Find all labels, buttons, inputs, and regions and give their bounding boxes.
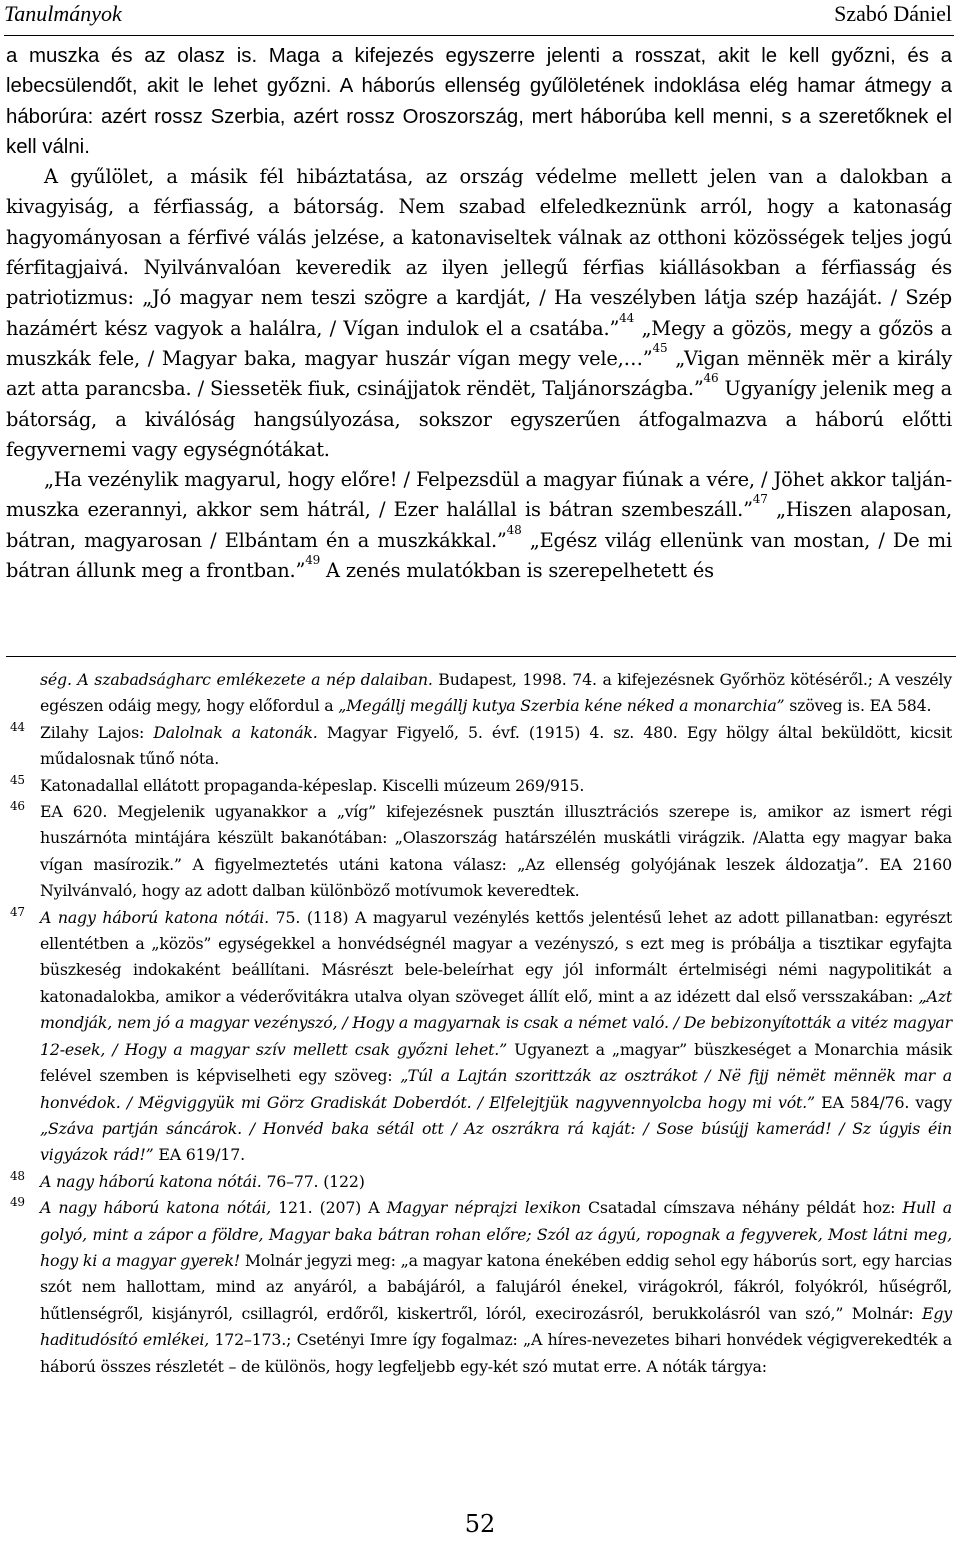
- paragraph-2-text-a: A gyűlölet, a másik fél hibáztatása, az ország védelme mellett jelen van a dalokban a kivagyiság, a férfiasság, a bátorság. Nem szabad elfeledkeznünk arról, hogy a katonaság hagyományosan a férfivé válás jelzése, a katonaviseltek válnak az otthoni közösségek teljes jogú férfitagjaivá. Nyilvánvalóan keveredik az ilyen jellegű férfias kiállásokban a férfiasság és patriotizmus: „Jó magyar nem teszi szögre a kardját, / Ha veszélyben látja szép hazáját. / Szép hazámért kész vagyok a halálra, / Vígan indulok el a csatába.”: [6, 165, 952, 340]
- footnote-title: A nagy háború katona nótái.: [40, 907, 269, 927]
- paragraph-3-text-a: „Ha vezénylik magyarul, hogy előre! / Felpezsdül a magyar fiúnak a vére, / Jöhet akkor talján-muszka ezerannyi, akkor sem hátrál, / Ezer halállal is bátran szembeszáll.”: [6, 468, 952, 522]
- footnote-title: A nagy háború katona nótái,: [40, 1198, 271, 1218]
- footnote-cont-end: szöveg is. EA 584.: [784, 696, 932, 716]
- footnote-44: [6, 720, 952, 773]
- footnote-divider: [6, 656, 956, 657]
- footnote-text: EA 619/17.: [153, 1145, 245, 1165]
- paragraph-2: [6, 162, 952, 465]
- footnote-text: Molnár jegyzi meg: „a magyar katona énekében eddig sehol egy háborús sort, egy harcias szót nem hallottam, mind az anyáról, a babájáról, a falujáról énekel, virágokról, fákról, folyókról, hűségről, hűtlenségről, kisjányról, csillagról, erdőről, kiskertről, lóról, execirozásról, berukkolásról van szó,” Molnár:: [40, 1250, 952, 1323]
- paragraph-2-text-b: „Megy a gözös, megy a gőzös a muszkák fele, / Magyar baka, magyar huszár vígan megy vele,…”: [6, 316, 952, 370]
- footnote-cont-quote: „Megállj megállj kutya Szerbia kéne néked a monarchia”: [338, 696, 785, 716]
- footnote-quote: „Száva partján sáncárok. / Honvéd baka sétál ott / Az oszrákra rá kaját: / Sose búsújj kamerád! / Sz úgyis éin vigyázok rád!”: [40, 1118, 952, 1165]
- footnote-47: [6, 905, 952, 1169]
- footnote-text: Magyar Figyelő, 5. évf. (1915) 4. sz. 480. Egy hölgy által beküldött, kicsit műdalosnak tűnő nóta.: [40, 722, 952, 769]
- footnote-49: [6, 1195, 952, 1380]
- footnote-number: 49: [10, 1195, 25, 1210]
- footnote-ref-45[interactable]: 45: [652, 340, 668, 355]
- footnote-45: [6, 773, 952, 799]
- paragraph-2-text-c: „Vigan mënnëk mër a király azt atta parancsba. / Siessetëk fiuk, csinájjatok rëndët, Taljánországba.”: [6, 346, 952, 401]
- footnote-ref-48[interactable]: 48: [506, 522, 522, 537]
- author-name: Szabó Dániel: [834, 1, 952, 26]
- footnote-cont-text: Budapest, 1998. 74. a kifejezésnek Győrhöz kötéséről.; A veszély egészen odáig megy, hogy előfordul a: [40, 670, 952, 716]
- footnotes: [6, 667, 952, 1380]
- footnote-number: 48: [10, 1168, 25, 1183]
- paragraph-3: [6, 465, 952, 586]
- header-divider: [4, 35, 954, 36]
- footnote-quote: „Azt mondják, nem jó a magyar vezényszó, / Hogy a magyarnak is csak a német való. / De bebizonyították a vitéz magyar 12-esek, / Hogy a magyar szív mellett csak győzni lehet.”: [40, 986, 952, 1059]
- footnote-text: 121. (207) A: [270, 1198, 387, 1218]
- footnote-text: Katonadallal ellátott propaganda-képeslap. Kiscelli múzeum 269/915.: [40, 775, 585, 795]
- footnote-quote: „Túl a Lajtán szorittzák az osztrákot / Në fijj nëmët mënnëk mar a honvédok. / Mëgviggyük mi Görz Gradiskát Doberdót. / Elfelejtjük nagyvennyolcba hogy mi vót.”: [40, 1066, 952, 1112]
- paragraph-3-text-d: A zenés mulatókban is szerepelhetett és: [320, 559, 714, 583]
- footnote-title: Dalolnak a katonák.: [153, 722, 318, 742]
- footnote-number: 46: [10, 799, 25, 814]
- footnote-text: 75. (118) A magyarul vezénylés kettős jelentésű lehet az adott pillanatban: egyrészt ellentétben a „közös” egységekkel a honvédségnél magyar a vezényszó, s ezt meg is próbálja a tisztikar egyfajta büszkeség indokaként beállítani. Másrészt bele-beleírhat egy jól informált értelmiségi némi nagypolitikát a katonadalokba, amikor a véderővitákra utalva olyan szöveget állít elő, mint a az idézett dal első versszakában:: [40, 907, 952, 1006]
- footnote-text: EA 584/76. vagy: [814, 1092, 953, 1112]
- section-title: Tanulmányok: [4, 1, 122, 26]
- footnote-number: 45: [10, 772, 25, 787]
- page-number: 52: [464, 1510, 496, 1538]
- footnote-title: A nagy háború katona nótái.: [40, 1171, 262, 1191]
- paragraph-3-text-b: „Hiszen alaposan, bátran, magyarosan / Elbántam én a muszkákkal.”: [6, 498, 952, 552]
- footnote-text: Csatadal címszava néhány példát hoz:: [580, 1198, 903, 1218]
- paragraph-2-text-d: Ugyanígy jelenik meg a bátorság, a kiválóság hangsúlyozása, sokszor egyszerűen átfogalmazva a háború előtti fegyvernemi vagy egységnótákat.: [6, 377, 952, 461]
- footnote-ref-47[interactable]: 47: [752, 492, 768, 507]
- footnote-ref-44[interactable]: 44: [619, 310, 635, 325]
- footnote-text: 172–173.; Csetényi Imre így fogalmaz: „A híres-nevezetes bihari honvédek végigverekedték a háború összes részletét – de különös, hogy legfeljebb egy-két szó mutat erre. A nóták tárgya:: [40, 1330, 952, 1376]
- main-text: [6, 41, 952, 586]
- running-header: [4, 0, 952, 30]
- footnote-ref-46[interactable]: 46: [703, 371, 719, 386]
- paragraph-1-text: a muszka és az olasz is. Maga a kifejezés egyszerre jelenti a rosszat, akit le kell győzni, és a lebecsülendőt, akit le lehet győzni. A háborús ellenség gyűlöletének indoklása elég hamar átmegy a háborúra: azért rossz Szerbia, azért rossz Oroszország, mert háborúba kell menni, s a szeretőknek el kell válni.: [6, 45, 952, 158]
- footnote-46: [6, 799, 952, 905]
- footnote-title: Magyar néprajzi lexikon: [386, 1198, 581, 1218]
- footnote-text: Ugyanezt a „magyar” büszkeséget a Monarchia másik felével szemben is képviselheti egy szöveg:: [40, 1039, 952, 1086]
- footnote-number: 47: [10, 904, 25, 919]
- footnote-number: 44: [10, 719, 25, 734]
- footnote-quote: Hull a golyó, mint a zápor a földre, Magyar baka bátran rohan előre; Szól az ágyú, ropognak a fegyverek, Most látni meg, hogy ki a magyar gyerek!: [40, 1198, 953, 1270]
- footnote-text: 76–77. (122): [261, 1171, 365, 1191]
- footnote-title: Egy haditudósító emlékei,: [40, 1303, 952, 1350]
- footnote-continuation: [6, 667, 952, 720]
- footnote-ref-49[interactable]: 49: [305, 553, 321, 568]
- footnote-text: EA 620. Megjelenik ugyanakkor a „víg” kifejezésnek pusztán illusztrációs szerepe is, amikor az ismert régi huszárnóta mintájára készült bakanótában: „Olaszország határszélén muskátli virágzik. /Alatta egy magyar baka vígan masírozik.” A figyelmeztetés utáni katona válasz: „Az ellenség golyójának leszek áldozatja”. EA 2160 Nyilvánvaló, hogy az adott dalban különböző motívumok keveredtek.: [40, 802, 952, 901]
- footnote-text: Zilahy Lajos:: [40, 722, 154, 742]
- footnote-cont-title: ség. A szabadságharc emlékezete a nép dalaiban.: [40, 670, 433, 689]
- paragraph-1: [6, 41, 952, 162]
- footnote-48: [6, 1169, 952, 1195]
- paragraph-3-text-c: „Egész világ ellenünk van mostan, / De mi bátran állunk meg a frontban.”: [6, 528, 952, 583]
